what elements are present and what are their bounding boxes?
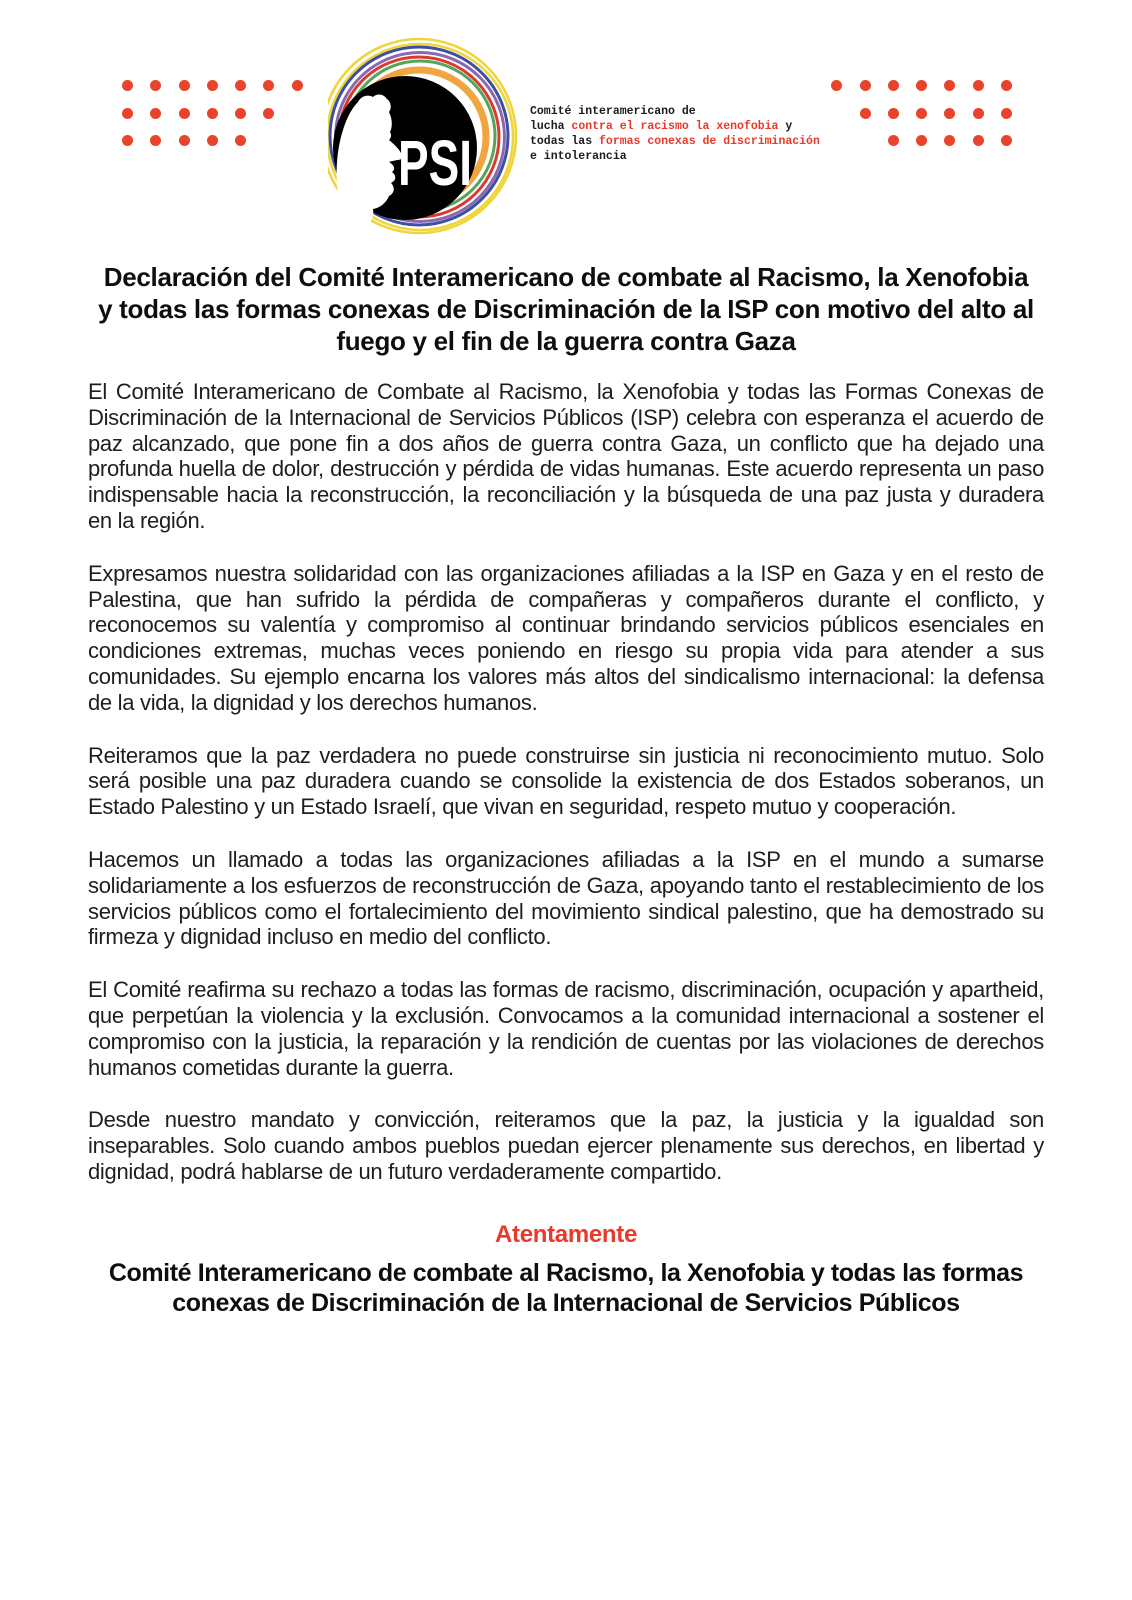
decor-dot [916,108,927,119]
body-paragraph: Expresamos nuestra solidaridad con las organizaciones afiliadas a la ISP en Gaza y en el resto de Palestina, que han sufrido la pérdida de compañeras y compañeros durante el conflicto, y reconocemos su valentía y compromiso al continuar brindando servicios públicos esenciales en condiciones extremas, muchas veces poniendo en riesgo su propia vida para atender a sus comunidades. Su ejemplo encarna los valores más altos del sindicalismo internacional: la defensa de la vida, la dignidad y los derechos humanos. [88,560,1044,715]
committee-name-block [530,104,820,164]
committee-line-red-segment: formas conexas de discriminación [599,135,820,148]
body-paragraph: Reiteramos que la paz verdadera no puede construirse sin justicia ni reconocimiento mutuo. Solo será posible una paz duradera cuando se consolide la existencia de dos Estados soberanos, un Estado Palestino y un Estado Israelí, que vivan en seguridad, respeto mutuo y cooperación. [88,742,1044,820]
decor-dot [973,80,984,91]
document-body [0,379,1132,1185]
document-title: Declaración del Comité Interamericano de combate al Racismo, la Xenofobia y todas las formas conexas de Discriminación de la ISP con motivo del alto al fuego y el fin de la guerra contra Gaza [98,262,1034,356]
committee-line-red-segment: contra el racismo la xenofobia [571,120,779,133]
committee-line-segment: todas las [530,135,600,148]
decor-dot [1001,80,1012,91]
decor-dot [1001,135,1012,146]
decor-dot [916,135,927,146]
decor-dots-left [122,80,303,163]
psi-logo-graphic [328,36,520,246]
decor-dot [292,80,303,91]
decor-dot [150,135,161,146]
psi-logo-text: PSI [398,127,472,199]
decor-dot [207,80,218,91]
decor-dot [150,108,161,119]
decor-dot-row [122,80,303,91]
committee-line [530,149,820,164]
decor-dot [263,108,274,119]
decor-dot [263,80,274,91]
body-paragraph: El Comité reafirma su rechazo a todas las formas de racismo, discriminación, ocupación y apartheid, que perpetúan la violencia y la exclusión. Convocamos a la comunidad internacional a sostener el compromiso con la justicia, la reparación y la rendición de cuentas por las violaciones de derechos humanos cometidas durante la guerra. [88,977,1044,1080]
decor-dot [150,80,161,91]
decor-dot [122,108,133,119]
decor-dot [207,108,218,119]
decor-dot [122,80,133,91]
decor-dot-row [830,80,1012,91]
psi-logo [328,36,520,246]
decor-dot [179,135,190,146]
committee-line [530,104,820,119]
decor-dot-row [830,108,1012,119]
decor-dot [235,80,246,91]
closing-salutation: Atentamente [494,1220,638,1248]
decor-dot-row [122,108,303,119]
decor-dot [944,135,955,146]
decor-dot [860,80,871,91]
decor-dot [888,80,899,91]
decor-dot [888,108,899,119]
decor-dot [944,80,955,91]
decor-dot [916,80,927,91]
decor-dot [179,80,190,91]
committee-line-segment: y [778,120,793,133]
decor-dots-right [830,80,1012,163]
decor-dot [1001,108,1012,119]
decor-dot [860,108,871,119]
body-paragraph: Desde nuestro mandato y convicción, reiteramos que la paz, la justicia y la igualdad son inseparables. Solo cuando ambos pueblos puedan ejercer plenamente sus derechos, en libertad y dignidad, podrá hablarse de un futuro verdaderamente compartido. [88,1107,1044,1184]
decor-dot [235,108,246,119]
decor-dot [973,135,984,146]
decor-dot [888,135,899,146]
decor-dot [831,80,842,91]
decor-dot [122,135,133,146]
decor-dot [944,108,955,119]
body-paragraph: Hacemos un llamado a todas las organizaciones afiliadas a la ISP en el mundo a sumarse solidariamente a los esfuerzos de reconstrucción de Gaza, apoyando tanto el restablecimiento de los servicios públicos como el fortalecimiento del movimiento sindical palestino, que ha demostrado su firmeza y dignidad incluso en medio del conflicto. [88,846,1044,950]
committee-line [530,119,820,134]
decor-dot [179,108,190,119]
decor-dot [973,108,984,119]
decor-dot-row [830,135,1012,146]
committee-line-segment: Comité interamericano de [530,105,696,118]
decor-dot-row [122,135,303,146]
committee-line-segment: e intolerancia [530,150,627,163]
decor-dot [207,135,218,146]
body-paragraph: El Comité Interamericano de Combate al Racismo, la Xenofobia y todas las Formas Conexas de Discriminación de la Internacional de Servicios Públicos (ISP) celebra con esperanza el acuerdo de paz alcanzado, que pone fin a dos años de guerra contra Gaza, un conflicto que ha dejado una profunda huella de dolor, destrucción y pérdida de vidas humanas. Este acuerdo representa un paso indispensable hacia la reconstrucción, la reconciliación y la búsqueda de una paz justa y duradera en la región. [88,379,1044,533]
decor-dot [235,135,246,146]
committee-line-segment: lucha [530,120,572,133]
letterhead [0,0,1132,245]
closing-signature: Comité Interamericano de combate al Racismo, la Xenofobia y todas las formas conexas de Discriminación de la Internacional de Servicios Públicos [108,1258,1024,1317]
document-closing [0,1221,1132,1318]
committee-line [530,134,820,149]
